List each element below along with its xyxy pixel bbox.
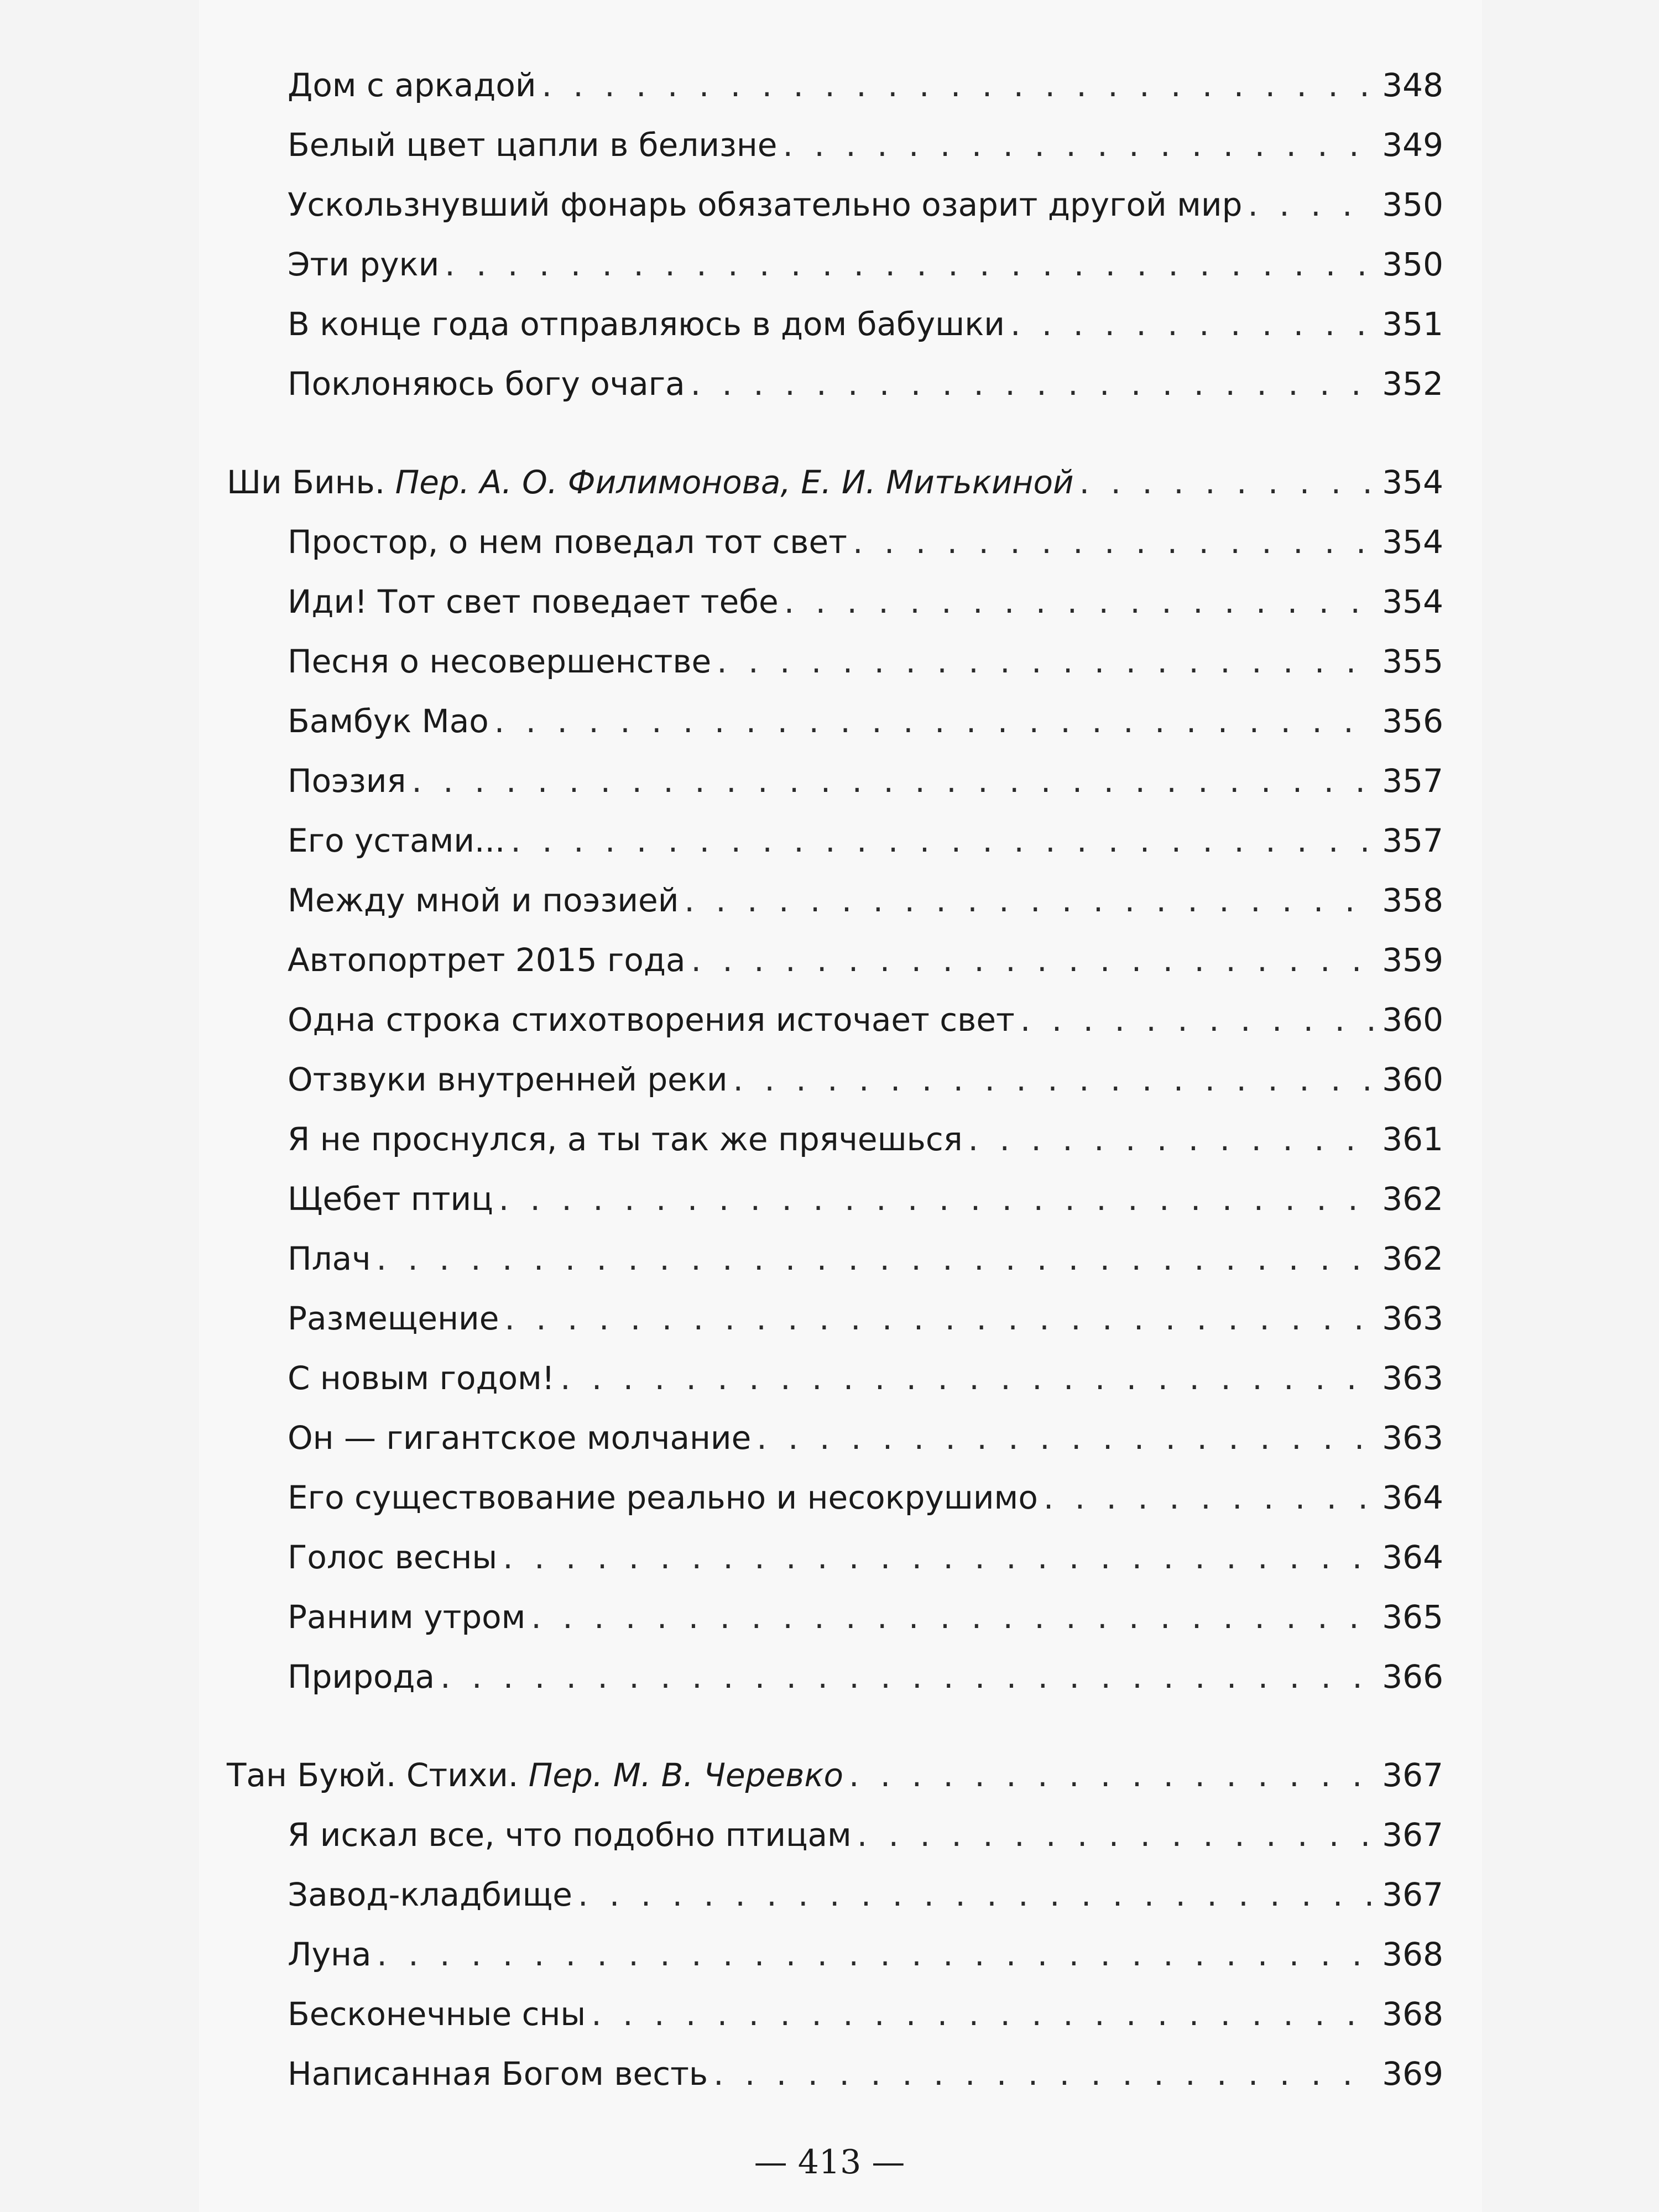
toc-entry-title-text: Поклоняюсь богу очага	[288, 365, 685, 403]
toc-entry-page: 365	[1382, 1598, 1443, 1636]
toc-entry-page: 357	[1382, 822, 1443, 859]
toc-entry-title-text: Эти руки	[288, 246, 440, 283]
toc-entry-translator: Пер. А. О. Филимонова, Е. И. Митькиной	[395, 463, 1074, 501]
toc-entry-page: 364	[1382, 1538, 1443, 1576]
toc-entry-page: 368	[1382, 1995, 1443, 2033]
toc-entry-title-text: Тан Буюй. Стихи.	[227, 1756, 529, 1794]
dot-leader	[717, 632, 1376, 691]
toc-entry-title	[288, 294, 1005, 354]
toc-entry-page: 366	[1382, 1658, 1443, 1695]
toc-entry-title-text: Белый цвет цапли в белизне	[288, 126, 778, 164]
toc-entry-title	[288, 632, 711, 691]
toc-entry-title-text: Бамбук Мао	[288, 702, 489, 740]
toc-entry	[227, 1288, 1443, 1348]
toc-entry-page: 363	[1382, 1300, 1443, 1337]
toc-entry-page: 362	[1382, 1180, 1443, 1218]
toc-entry	[227, 1527, 1443, 1587]
toc-entry	[227, 870, 1443, 930]
dot-leader	[591, 1984, 1376, 2044]
toc-entry-title-text: Простор, о нем поведал тот свет	[288, 523, 847, 561]
toc-entry-page: 362	[1382, 1240, 1443, 1277]
toc-entry-page: 350	[1382, 246, 1443, 283]
toc-entry-title	[227, 1745, 843, 1805]
toc-entry-page: 360	[1382, 1001, 1443, 1039]
toc-entry	[227, 691, 1443, 751]
toc-entry-title-text: В конце года отправляюсь в дом бабушки	[288, 305, 1005, 343]
toc-entry-title-text: Плач	[288, 1240, 371, 1277]
toc-entry	[227, 1865, 1443, 1924]
toc-entry-title	[288, 751, 406, 811]
dot-leader	[733, 1050, 1377, 1109]
toc-entry-title-text: Автопортрет 2015 года	[288, 941, 686, 979]
toc-entry-title	[288, 1647, 435, 1707]
toc-entry	[227, 811, 1443, 870]
dot-leader	[1044, 1468, 1376, 1527]
dot-leader	[377, 1229, 1377, 1288]
toc-entry	[227, 1229, 1443, 1288]
toc-entry-title-text: Написанная Богом весть	[288, 2055, 708, 2093]
toc-entry	[227, 2044, 1443, 2104]
toc-entry-title-text: Он — гигантское молчание	[288, 1419, 752, 1457]
toc-entry	[227, 354, 1443, 414]
dot-leader	[542, 55, 1377, 115]
toc-entry	[227, 1924, 1443, 1984]
toc-entry-page: 367	[1382, 1816, 1443, 1854]
toc-entry-page: 360	[1382, 1061, 1443, 1098]
toc-entry-title-text: Ускользнувший фонарь обязательно озарит другой мир	[288, 186, 1243, 223]
toc-entry	[227, 1647, 1443, 1707]
toc-entry-title	[288, 990, 1015, 1050]
dot-leader	[494, 691, 1377, 751]
toc-entry	[227, 115, 1443, 175]
toc-entry-page: 367	[1382, 1756, 1443, 1794]
dot-leader	[1010, 294, 1376, 354]
toc-entry-page: 356	[1382, 702, 1443, 740]
toc-entry-page: 352	[1382, 365, 1443, 403]
toc-entry-title-text: Одна строка стихотворения источает свет	[288, 1001, 1015, 1039]
dot-leader	[531, 1587, 1376, 1647]
toc-entry	[227, 1408, 1443, 1468]
dot-leader	[684, 870, 1376, 930]
toc-entry-page: 364	[1382, 1479, 1443, 1516]
dot-leader	[757, 1408, 1376, 1468]
toc-entry	[227, 175, 1443, 234]
toc-entry	[227, 572, 1443, 632]
toc-entry-title	[288, 1229, 371, 1288]
toc-entry-title	[288, 930, 686, 990]
toc-entry	[227, 1984, 1443, 2044]
toc-entry-title	[288, 1408, 751, 1468]
toc-entry-title	[288, 1805, 852, 1865]
toc-entry-title-text: Природа	[288, 1658, 435, 1695]
toc-entry-title	[288, 1865, 572, 1924]
toc-entry-title	[288, 1468, 1038, 1527]
toc-entry-title-text: Я не проснулся, а ты так же прячешься	[288, 1120, 963, 1158]
toc-entry-title-text: Ранним утром	[288, 1598, 526, 1636]
dot-leader	[578, 1865, 1376, 1924]
toc-entry-title	[288, 1527, 497, 1587]
toc-entry-title-text: Поэзия	[288, 762, 406, 800]
page-number: — 413 —	[754, 2143, 905, 2182]
toc-entry-title	[288, 572, 779, 632]
table-of-contents	[227, 55, 1443, 2104]
toc-entry	[227, 1348, 1443, 1408]
dot-leader	[445, 234, 1376, 294]
toc-entry-page: 363	[1382, 1419, 1443, 1457]
toc-entry-page: 368	[1382, 1936, 1443, 1973]
toc-entry-page: 350	[1382, 186, 1443, 223]
toc-entry-title-text: Щебет птиц	[288, 1180, 493, 1218]
toc-section-header	[227, 452, 1443, 512]
dot-leader	[784, 572, 1377, 632]
toc-entry-title-text: Отзвуки внутренней реки	[288, 1061, 728, 1098]
dot-leader	[499, 1169, 1377, 1229]
toc-entry	[227, 751, 1443, 811]
toc-entry-title-text: Ши Бинь.	[227, 463, 395, 501]
toc-entry-title-text: Между мной и поэзией	[288, 881, 679, 919]
dot-leader	[857, 1805, 1376, 1865]
toc-entry	[227, 632, 1443, 691]
toc-entry-title	[288, 1924, 371, 1984]
toc-entry	[227, 1050, 1443, 1109]
toc-entry-title-text: Его существование реально и несокрушимо	[288, 1479, 1038, 1516]
toc-entry-title	[288, 1587, 525, 1647]
toc-entry-page: 354	[1382, 463, 1443, 501]
toc-entry-title-text: Бесконечные сны	[288, 1995, 586, 2033]
toc-entry-title-text: Голос весны	[288, 1538, 498, 1576]
toc-entry-title-text: Песня о несовершенстве	[288, 643, 712, 680]
toc-entry-title	[288, 115, 777, 175]
toc-entry-page: 354	[1382, 583, 1443, 620]
toc-entry	[227, 1805, 1443, 1865]
toc-section-header	[227, 1745, 1443, 1805]
dot-leader	[968, 1109, 1377, 1169]
dot-leader	[510, 811, 1376, 870]
toc-entry-title	[288, 1288, 499, 1348]
toc-entry-title	[288, 1984, 586, 2044]
dot-leader	[503, 1527, 1376, 1587]
toc-entry-page: 369	[1382, 2055, 1443, 2093]
toc-entry-page: 351	[1382, 305, 1443, 343]
toc-entry-title	[288, 55, 536, 115]
dot-leader	[713, 2044, 1376, 2104]
dot-leader	[560, 1348, 1376, 1408]
toc-entry-title	[288, 512, 847, 572]
toc-entry-title	[288, 691, 489, 751]
dot-leader	[377, 1924, 1376, 1984]
dot-leader	[411, 751, 1376, 811]
toc-entry	[227, 512, 1443, 572]
toc-entry-title	[288, 2044, 708, 2104]
dot-leader	[504, 1288, 1376, 1348]
toc-entry-title	[288, 1109, 963, 1169]
toc-entry-title	[288, 354, 685, 414]
dot-leader	[440, 1647, 1376, 1707]
dot-leader	[853, 512, 1376, 572]
toc-entry-translator: Пер. М. В. Черевко	[528, 1756, 843, 1794]
toc-entry-title-text: Я искал все, что подобно птицам	[288, 1816, 852, 1854]
toc-entry	[227, 990, 1443, 1050]
toc-entry-title-text: Дом с аркадой	[288, 66, 536, 104]
dot-leader	[691, 930, 1377, 990]
toc-entry-page: 359	[1382, 941, 1443, 979]
toc-entry	[227, 1468, 1443, 1527]
toc-entry	[227, 930, 1443, 990]
toc-entry-title-text: Иди! Тот свет поведает тебе	[288, 583, 779, 620]
toc-entry-page: 348	[1382, 66, 1443, 104]
toc-entry-title-text: Луна	[288, 1936, 372, 1973]
toc-entry-page: 361	[1382, 1120, 1443, 1158]
toc-entry-title	[288, 175, 1242, 234]
toc-entry-page: 358	[1382, 881, 1443, 919]
toc-entry-title	[288, 1348, 555, 1408]
toc-entry-page: 367	[1382, 1876, 1443, 1913]
dot-leader	[1079, 452, 1377, 512]
toc-entry	[227, 1169, 1443, 1229]
toc-entry	[227, 55, 1443, 115]
dot-leader	[1248, 175, 1376, 234]
toc-entry	[227, 294, 1443, 354]
toc-entry-title	[288, 1050, 728, 1109]
toc-entry-page: 363	[1382, 1359, 1443, 1397]
toc-entry	[227, 1109, 1443, 1169]
dot-leader	[782, 115, 1376, 175]
toc-entry-page: 357	[1382, 762, 1443, 800]
toc-entry-title-text: Его устами...	[288, 822, 505, 859]
toc-entry-title	[288, 870, 679, 930]
dot-leader	[691, 354, 1377, 414]
toc-entry	[227, 1587, 1443, 1647]
toc-entry-title	[288, 234, 439, 294]
toc-entry	[227, 234, 1443, 294]
toc-entry-page: 355	[1382, 643, 1443, 680]
toc-entry-title	[288, 1169, 493, 1229]
toc-entry-title	[288, 811, 505, 870]
toc-entry-page: 354	[1382, 523, 1443, 561]
dot-leader	[849, 1745, 1376, 1805]
dot-leader	[1020, 990, 1376, 1050]
toc-entry-title-text: С новым годом!	[288, 1359, 555, 1397]
toc-entry-title	[227, 452, 1074, 512]
toc-entry-title-text: Завод-кладбище	[288, 1876, 572, 1913]
toc-entry-page: 349	[1382, 126, 1443, 164]
toc-entry-title-text: Размещение	[288, 1300, 499, 1337]
